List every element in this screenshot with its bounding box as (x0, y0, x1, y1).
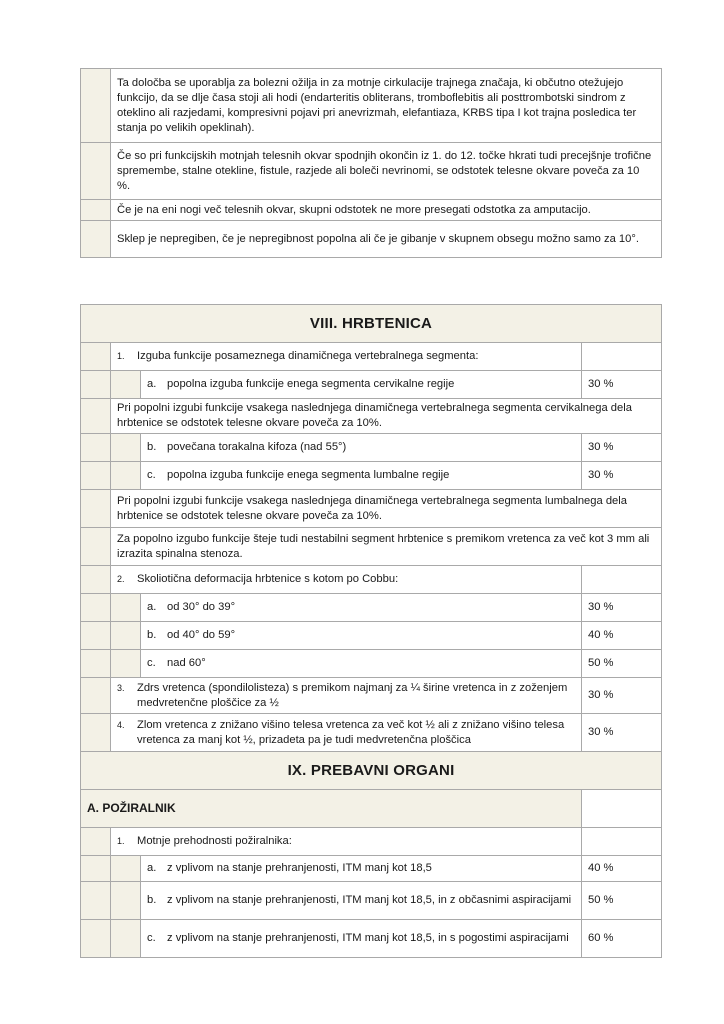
list-item: c. popolna izguba funkcije enega segmenta lumbalne regije (141, 462, 582, 490)
percentage-value: 60 % (582, 920, 662, 958)
note-cervical: Pri popolni izgubi funkcije vsakega naslednjega dinamičnega vertebralnega segmenta cervikalnega dela hrbtenice se odstotek telesne okvare poveča za 10%. (111, 399, 662, 434)
list-item: b. povečana torakalna kifoza (nad 55°) (141, 434, 582, 462)
percentage-value: 30 % (582, 434, 662, 462)
list-item: 2. Skoliotična deformacija hrbtenice s kotom po Cobbu: (111, 566, 582, 594)
note-trophic: Če so pri funkcijskih motnjah telesnih okvar spodnjih okončin iz 1. do 12. točke hkrati tudi precejšnje trofične spremembe, stalne otekline, fistule, razjede ali boleči nevrinomi, se odstotek telesne okvare poveča za 10 %. (111, 143, 662, 200)
list-item: c. z vplivom na stanje prehranjenosti, ITM manj kot 18,5, in s pogostimi aspiracijami (141, 920, 582, 958)
section-title-hrbtenica: VIII. HRBTENICA (81, 305, 662, 343)
note-joint: Sklep je nepregiben, če je nepregibnost popolna ali če je gibanje v skupnem obsegu možno samo za 10°. (111, 221, 662, 258)
subsection-title-poziralnik: A. POŽIRALNIK (81, 790, 582, 828)
percentage-value: 50 % (582, 882, 662, 920)
percentage-value: 30 % (582, 594, 662, 622)
percentage-value: 50 % (582, 650, 662, 678)
percentage-value: 40 % (582, 856, 662, 882)
note-amputation: Če je na eni nogi več telesnih okvar, skupni odstotek ne more presegati odstotka za amputacijo. (111, 200, 662, 221)
list-item: a. popolna izguba funkcije enega segmenta cervikalne regije (141, 371, 582, 399)
section-title-prebavni-organi: IX. PREBAVNI ORGANI (81, 752, 662, 790)
list-item: 3. Zdrs vretenca (spondilolisteza) s premikom najmanj za ¼ širine vretenca in z zoženjem medvretenčne ploščice za ½ (111, 678, 582, 714)
percentage-value: 30 % (582, 714, 662, 752)
list-item: a. od 30° do 39° (141, 594, 582, 622)
list-item: 1. Izguba funkcije posameznega dinamičnega vertebralnega segmenta: (111, 343, 582, 371)
note-vascular: Ta določba se uporablja za bolezni ožilja in za motnje cirkulacije trajnega značaja, ki občutno otežujejo funkcijo, da se dlje časa stoji ali hodi (endarteritis obliterans, tromboflebitis ali posttrombotski sindrom z oteklino ali razjedami, kompresivni pojavi pri anevrizmah, elefantiaza, KRBS tipa I kot trajna posledica ter stanja po velikih opeklinah). (111, 69, 662, 143)
percentage-value: 30 % (582, 462, 662, 490)
percentage-value: 40 % (582, 622, 662, 650)
note-lumbar: Pri popolni izgubi funkcije vsakega naslednjega dinamičnega vertebralnega segmenta lumbalnega dela hrbtenice se odstotek telesne okvare poveča za 10%. (111, 490, 662, 528)
list-item: 4. Zlom vretenca z znižano višino telesa vretenca za več kot ½ ali z znižano višino telesa vretenca za manj kot ½, prizadeta pa je tudi medvretenčna ploščica (111, 714, 582, 752)
list-item: a. z vplivom na stanje prehranjenosti, ITM manj kot 18,5 (141, 856, 582, 882)
percentage-value: 30 % (582, 678, 662, 714)
main-table (80, 304, 662, 958)
list-item: c. nad 60° (141, 650, 582, 678)
list-item: b. z vplivom na stanje prehranjenosti, ITM manj kot 18,5, in z občasnimi aspiracijami (141, 882, 582, 920)
note-instability: Za popolno izgubo funkcije šteje tudi nestabilni segment hrbtenice s premikom vretenca za več kot 3 mm ali izrazita spinalna stenoza. (111, 528, 662, 566)
list-item: b. od 40° do 59° (141, 622, 582, 650)
list-item: 1. Motnje prehodnosti požiralnika: (111, 828, 582, 856)
percentage-value: 30 % (582, 371, 662, 399)
top-table (80, 68, 662, 258)
